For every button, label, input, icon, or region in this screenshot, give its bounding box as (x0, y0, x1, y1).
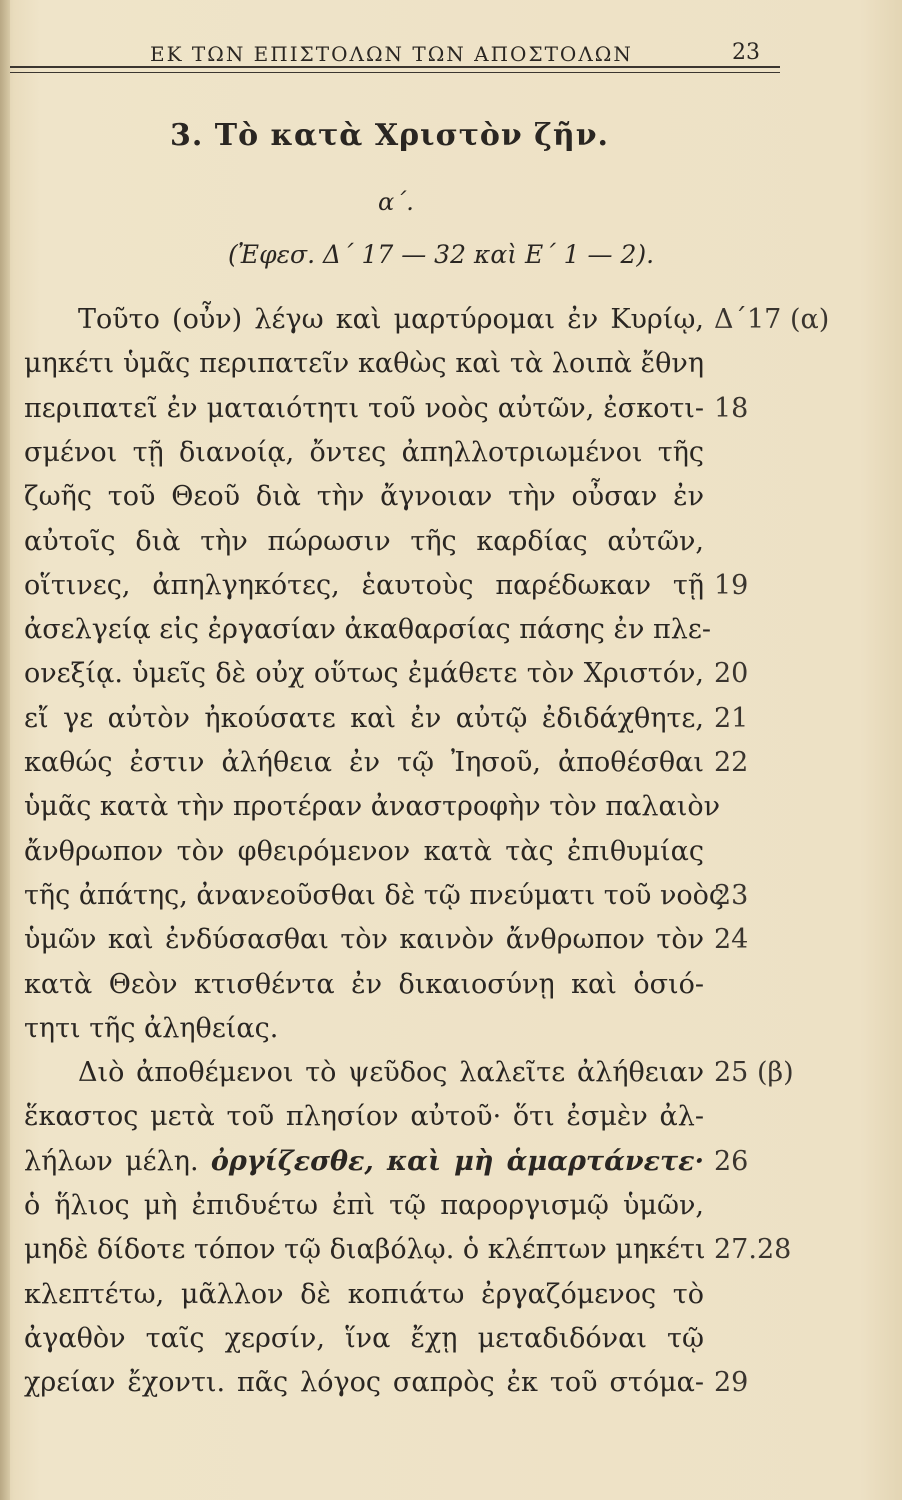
text-line-content: εἴ γε αὐτὸν ἠκούσατε καὶ ἐν αὐτῷ ἐδιδάχθητε, (24, 703, 704, 734)
text-line (24, 743, 704, 783)
verse-number: 29 (714, 1367, 749, 1398)
verse-number: Δ΄17 (α) (714, 304, 830, 335)
text-line-content: κατὰ Θεὸν κτισθέντα ἐν δικαιοσύνῃ καὶ ὁσιό- (24, 969, 704, 1000)
section-heading: 3. Τὸ κατὰ Χριστὸν ζῆν. (170, 118, 609, 153)
text-line (78, 1053, 704, 1093)
verse-number: 18 (714, 393, 749, 424)
text-line-content: αὐτοῖς διὰ τὴν πώρωσιν τῆς καρδίας αὐτῶν, (24, 526, 704, 557)
text-line (24, 787, 720, 827)
text-line-content: Τοῦτο (οὖν) λέγω καὶ μαρτύρομαι ἐν Κυρίῳ, (78, 304, 704, 335)
text-line-content: μηκέτι ὑμᾶς περιπατεῖν καθὼς καὶ τὰ λοιπὰ ἔθνη (24, 348, 704, 379)
header-rule-thin (10, 72, 780, 73)
emphasized-text: ὀργίζεσθε, καὶ μὴ ἁμαρτάνετε· (210, 1146, 704, 1177)
header-rule (10, 66, 780, 68)
verse-number: 24 (714, 924, 749, 955)
text-line (24, 1230, 704, 1270)
verse-number: 20 (714, 658, 749, 689)
text-line (24, 1097, 704, 1137)
text-line (24, 965, 704, 1005)
text-line-content: κλεπτέτω, μᾶλλον δὲ κοπιάτω ἐργαζόμενος τὸ (24, 1279, 704, 1310)
text-line-content: ονεξίᾳ. ὑμεῖς δὲ οὐχ οὕτως ἐμάθετε τὸν Χριστόν, (24, 658, 704, 689)
text-line (24, 1275, 704, 1315)
text-line-content: λήλων μέλη. (24, 1146, 199, 1177)
scripture-reference: (Ἐφεσ. Δ΄ 17 — 32 καὶ Ε΄ 1 — 2). (228, 240, 655, 269)
subsection-label: α΄. (378, 188, 414, 216)
text-line (24, 654, 704, 694)
text-line-content: ἀσελγείᾳ εἰς ἐργασίαν ἀκαθαρσίας πάσης ἐν πλε- (24, 614, 711, 645)
verse-number: 21 (714, 703, 749, 734)
text-line (24, 699, 704, 739)
text-line-content: μηδὲ δίδοτε τόπον τῷ διαβόλῳ. ὁ κλέπτων μηκέτι (24, 1234, 706, 1265)
page-gutter (0, 0, 10, 1500)
text-line-content: ἀγαθὸν ταῖς χερσίν, ἵνα ἔχῃ μεταδιδόναι τῷ (24, 1323, 704, 1354)
page-number: 23 (732, 40, 760, 65)
text-line (24, 1009, 704, 1049)
running-title: ΕΚ ΤΩΝ ΕΠΙΣΤΟΛΩΝ ΤΩΝ ΑΠΟΣΤΟΛΩΝ (150, 42, 633, 66)
verse-number: 25 (β) (714, 1057, 794, 1088)
text-line (24, 832, 704, 872)
text-line-content: χρείαν ἔχοντι. πᾶς λόγος σαπρὸς ἐκ τοῦ στόμα- (24, 1367, 704, 1398)
text-line (24, 1363, 704, 1403)
text-line (24, 610, 711, 650)
text-line-content: ὑμᾶς κατὰ τὴν προτέραν ἀναστροφὴν τὸν παλαιὸν (24, 791, 720, 822)
text-line (24, 1142, 704, 1182)
verse-number: 22 (714, 747, 749, 778)
text-line-content: ὁ ἥλιος μὴ ἐπιδυέτω ἐπὶ τῷ παροργισμῷ ὑμῶν, (24, 1190, 704, 1221)
text-line-content: Διὸ ἀποθέμενοι τὸ ψεῦδος λαλεῖτε ἀλήθειαν (78, 1057, 704, 1088)
text-line-content: περιπατεῖ ἐν ματαιότητι τοῦ νοὸς αὐτῶν, ἐσκοτι- (24, 393, 704, 424)
text-line-content: ἄνθρωπον τὸν φθειρόμενον κατὰ τὰς ἐπιθυμίας (24, 836, 704, 867)
text-line (24, 1186, 704, 1226)
text-line-content: ὑμῶν καὶ ἐνδύσασθαι τὸν καινὸν ἄνθρωπον τὸν (24, 924, 704, 955)
verse-number: 23 (714, 880, 749, 911)
text-line-content: ζωῆς τοῦ Θεοῦ διὰ τὴν ἄγνοιαν τὴν οὖσαν ἐν (24, 481, 704, 512)
text-line (24, 389, 704, 429)
text-line (24, 433, 704, 473)
verse-number: 26 (714, 1146, 749, 1177)
verse-number: 19 (714, 570, 749, 601)
running-header (150, 36, 780, 76)
text-line (78, 300, 704, 340)
text-line-content: καθώς ἐστιν ἀλήθεια ἐν τῷ Ἰησοῦ, ἀποθέσθαι (24, 747, 704, 778)
verse-number: 27.28 (714, 1234, 792, 1265)
text-line-content: ἕκαστος μετὰ τοῦ πλησίον αὐτοῦ· ὅτι ἐσμὲν ἀλ- (24, 1101, 704, 1132)
text-line (24, 477, 704, 517)
text-line (24, 344, 704, 384)
text-line (24, 1319, 704, 1359)
text-line (24, 920, 704, 960)
text-line-content: σμένοι τῇ διανοίᾳ, ὄντες ἀπηλλοτριωμένοι τῆς (24, 437, 704, 468)
text-line-content: τητι τῆς ἀληθείας. (24, 1013, 279, 1044)
text-line (24, 566, 704, 606)
text-line (24, 876, 725, 916)
text-line (24, 522, 704, 562)
text-line-content: τῆς ἀπάτης, ἀνανεοῦσθαι δὲ τῷ πνεύματι τοῦ νοὸς (24, 880, 725, 911)
text-line-content: οἵτινες, ἀπηλγηκότες, ἑαυτοὺς παρέδωκαν τῇ (24, 570, 704, 601)
